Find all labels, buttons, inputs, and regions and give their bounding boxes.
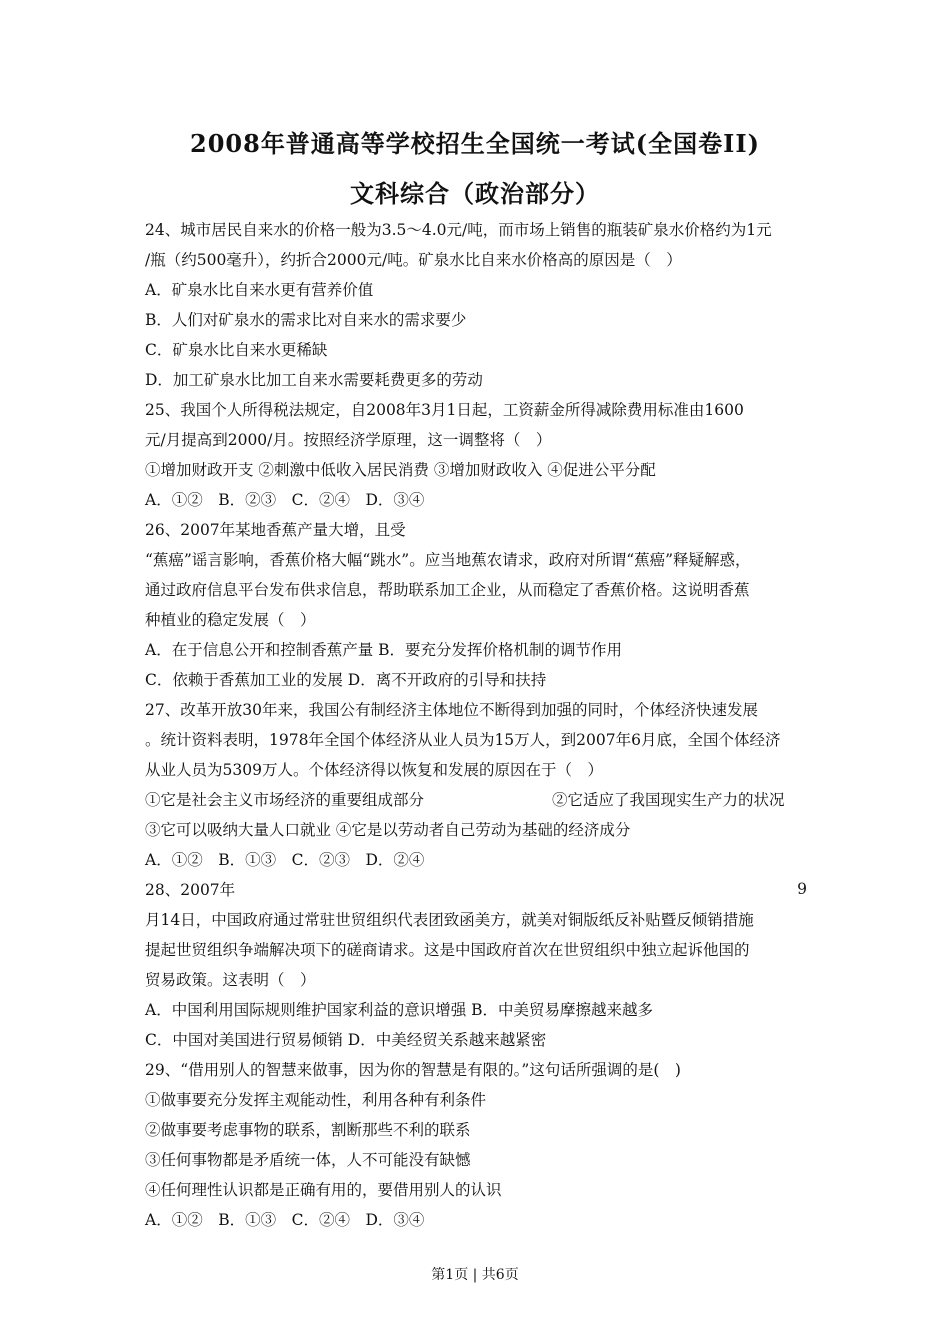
q26-stem-line-3: 通过政府信息平台发布供求信息，帮助联系加工企业，从而稳定了香蕉价格。这说明香蕉	[145, 581, 750, 599]
q27-stem-line-3: 从业人员为5309万人。个体经济得以恢复和发展的原因在于（ ）	[145, 761, 603, 779]
q27-stem-line-1: 27、改革开放30年来，我国公有制经济主体地位不断得到加强的同时，个体经济快速发展	[145, 701, 758, 719]
q28-options-cd: C．中国对美国进行贸易倾销 D．中美经贸关系越来越紧密	[145, 1031, 547, 1049]
q28-stem-line-1-end: 9	[797, 880, 807, 898]
q24-option-b: B．人们对矿泉水的需求比对自来水的需求要少	[145, 311, 467, 329]
q26-stem-line-2: “蕉癌”谣言影响，香蕉价格大幅“跳水”。应当地蕉农请求，政府对所谓“蕉癌”释疑解惑，	[145, 551, 751, 569]
q24-stem-line-1: 24、城市居民自来水的价格一般为3.5～4.0元/吨，而市场上销售的瓶装矿泉水价格约为1元	[145, 221, 772, 239]
q29-item-1: ①做事要充分发挥主观能动性，利用各种有利条件	[145, 1091, 487, 1109]
q24-option-d: D．加工矿泉水比加工自来水需要耗费更多的劳动	[145, 371, 483, 389]
page-footer: 第1页 | 共6页	[431, 1267, 519, 1283]
q28-stem-line-1: 28、2007年	[145, 881, 236, 899]
q28-stem-line-4: 贸易政策。这表明（ ）	[145, 971, 316, 989]
q25-items: ①增加财政开支 ②刺激中低收入居民消费 ③增加财政收入 ④促进公平分配	[145, 461, 656, 479]
q26-options-cd: C．依赖于香蕉加工业的发展 D．离不开政府的引导和扶持	[145, 671, 547, 689]
q29-item-2: ②做事要考虑事物的联系，割断那些不利的联系	[145, 1121, 471, 1139]
q28-stem-line-2: 月14日，中国政府通过常驻世贸组织代表团致函美方，就美对铜版纸反补贴暨反倾销措施	[145, 911, 754, 929]
q29-options: A．①② B．①③ C．②④ D．③④	[145, 1211, 425, 1229]
page-title: 2008年普通高等学校招生全国统一考试(全国卷II)	[190, 129, 760, 158]
q27-options: A．①② B．①③ C．②③ D．②④	[145, 851, 425, 869]
q25-stem-line-2: 元/月提高到2000/月。按照经济学原理，这一调整将（ ）	[145, 431, 552, 449]
q29-stem: 29、“借用别人的智慧来做事，因为你的智慧是有限的。”这句话所强调的是( )	[145, 1061, 681, 1079]
q28-stem-line-3: 提起世贸组织争端解决项下的磋商请求。这是中国政府首次在世贸组织中独立起诉他国的	[145, 941, 750, 959]
q27-stem-line-2: 。统计资料表明，1978年全国个体经济从业人员为15万人，到2007年6月底，全国个体经济	[145, 731, 781, 749]
q25-options: A．①② B．②③ C．②④ D．③④	[145, 491, 425, 509]
q24-option-a: A．矿泉水比自来水更有营养价值	[145, 281, 374, 299]
q24-option-c: C．矿泉水比自来水更稀缺	[145, 341, 328, 359]
q26-stem-line-1: 26、2007年某地香蕉产量大增，且受	[145, 521, 406, 539]
q27-items-3-4: ③它可以吸纳大量人口就业 ④它是以劳动者自己劳动为基础的经济成分	[145, 821, 631, 839]
q29-item-4: ④任何理性认识都是正确有用的，要借用别人的认识	[145, 1181, 502, 1199]
q28-options-ab: A．中国利用国际规则维护国家利益的意识增强 B．中美贸易摩擦越来越多	[145, 1001, 654, 1019]
q29-item-3: ③任何事物都是矛盾统一体，人不可能没有缺憾	[145, 1151, 471, 1169]
q25-stem-line-1: 25、我国个人所得税法规定，自2008年3月1日起，工资薪金所得减除费用标准由1600	[145, 401, 744, 419]
q24-stem-line-2: /瓶（约500毫升），约折合2000元/吨。矿泉水比自来水价格高的原因是（ ）	[145, 251, 682, 269]
q26-stem-line-4: 种植业的稳定发展（ ）	[145, 611, 316, 629]
q27-item-2: ②它适应了我国现实生产力的状况	[552, 791, 785, 809]
page-subtitle: 文科综合（政治部分）	[350, 179, 600, 208]
q27-item-1: ①它是社会主义市场经济的重要组成部分	[145, 791, 425, 809]
q26-options-ab: A．在于信息公开和控制香蕉产量 B．要充分发挥价格机制的调节作用	[145, 641, 623, 659]
